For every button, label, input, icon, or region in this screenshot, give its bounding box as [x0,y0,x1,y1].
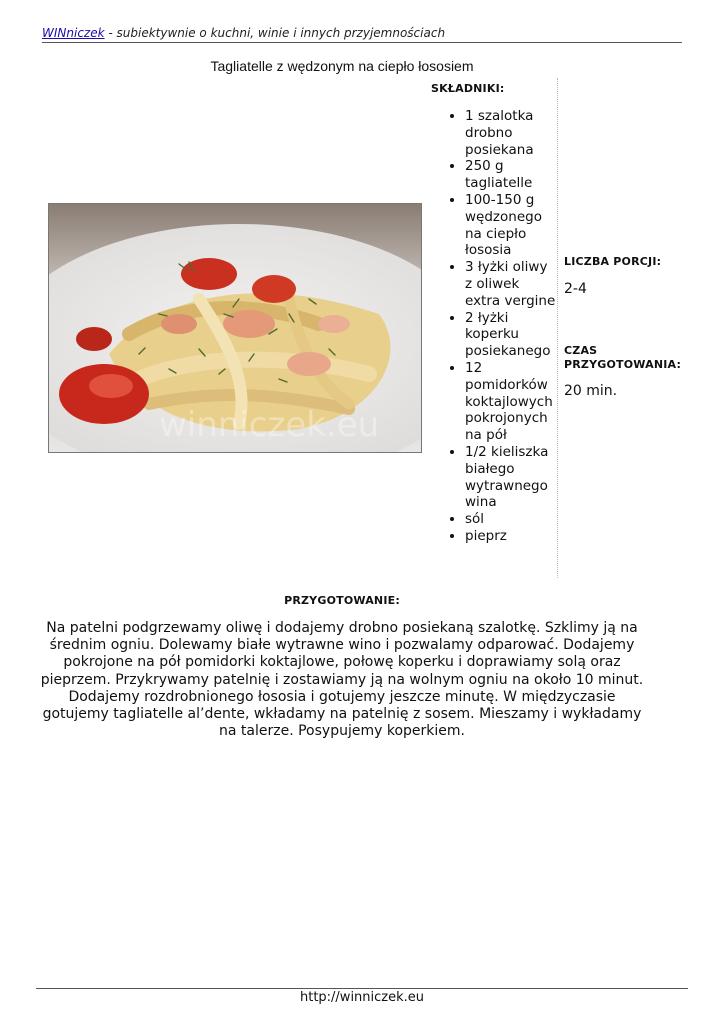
portions-value: 2-4 [564,281,587,297]
preparation-text: Na patelni podgrzewamy oliwę i dodajemy drobno posiekaną szalotkę. Szklimy ją na średnim ogniu. Dolewamy białe wytrawne wino i pozwalamy odparować. Dodajemy pokrojone na pół pomidorki koktajlowe, połowę koperku i doprawiamy solą oraz pieprzem. Przykrywamy patelnię i zostawiamy ją na wolnym ogniu na około 10 minut. Dodajemy rozdrobnionego łososia i gotujemy jeszcze minutę. W międzyczasie gotujemy tagliatelle al’dente, wkładamy na patelnię z sosem. Mieszamy i wykładamy na talerze. Posypujemy koperkiem. [40,620,644,740]
list-item: • sól [465,511,557,528]
dish-photo [48,203,422,453]
ingredients-column [429,78,558,578]
list-item: • 1/2 kieliszka białego wytrawnego wina [465,444,557,511]
portions-label: LICZBA PORCJI: [564,255,662,268]
page-footer [36,988,688,1005]
page-header [42,26,682,43]
list-item: • 2 łyżki koperku posiekanego [465,310,557,360]
prep-time-label: CZAS PRZYGOTOWANIA: [564,344,682,371]
ingredients-label: SKŁADNIKI: [431,82,505,95]
site-link[interactable]: WINniczek [42,26,105,40]
preparation-label: PRZYGOTOWANIE: [284,594,400,607]
list-item: • 1 szalotka drobno posiekana [465,108,557,158]
list-item: • 250 g tagliatelle [465,158,557,192]
list-item: • pieprz [465,528,557,545]
ingredients-list [429,108,557,545]
list-item: • 100-150 g wędzonego na ciepło łososia [465,192,557,259]
prep-time-value: 20 min. [564,383,618,399]
footer-url: http://winniczek.eu [299,990,425,1005]
list-item: • 3 łyżki oliwy z oliwek extra vergine [465,259,557,309]
list-item: • 12 pomidorków koktajlowych pokrojonych na pół [465,360,557,444]
photo-watermark: winniczek.eu [159,405,380,445]
site-tagline: - subiektywnie o kuchni, winie i innych przyjemnościach [104,26,446,40]
recipe-title: Tagliatelle z wędzonym na ciepło łososiem [210,58,474,74]
